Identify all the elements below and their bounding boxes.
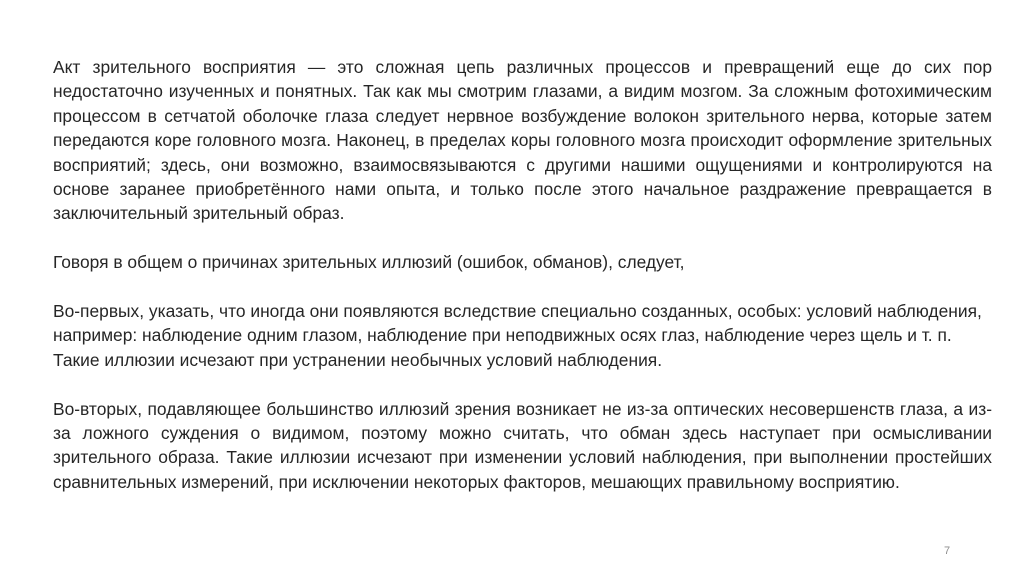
paragraph-illusion-causes-intro: Говоря в общем о причинах зрительных иллюзий (ошибок, обманов), следует,	[53, 252, 685, 273]
paragraph-first-cause: Во-первых, указать, что иногда они появляются вследствие специально созданных, особых: условий наблюдения, например: наблюдение одним глазом, наблюдение при неподвижных осях глаз, наблюдение через щель и т. п. Такие иллюзии исчезают при устранении необычных условий наблюдения.	[53, 301, 982, 370]
paragraph-second-cause: Во-вторых, подавляющее большинство иллюзий зрения возникает не из-за оптических несовершенств глаза, а из-за ложного суждения о видимом, поэтому можно считать, что обман здесь наступает при осмысливании зрительного образа. Такие иллюзии исчезают при изменении условий наблюдения, при выполнении простейших сравнительных измерений, при исключении некоторых факторов, мешающих правильному восприятию.	[53, 398, 992, 492]
paragraph-spacer	[53, 275, 992, 299]
paragraph-spacer	[53, 226, 992, 250]
slide-body-text	[53, 55, 992, 494]
paragraph-visual-perception: Акт зрительного восприятия — это сложная цепь различных процессов и превращений еще до сих пор недостаточно изученных и понятных. Так как мы смотрим глазами, а видим мозгом. За сложным фотохимическим процессом в сетчатой оболочке глаза следует нервное возбуждение волокон зрительного нерва, которые затем передаются коре головного мозга. Наконец, в пределах коры головного мозга происходит оформление зрительных восприятий; здесь, они возможно, взаимосвязываются с другими нашими ощущениями и контролируются на основе заранее приобретённого нами опыта, и только после этого начальное раздражение превращается в заключительный зрительный образ.	[53, 57, 992, 224]
page-number: 7	[943, 545, 951, 557]
paragraph-spacer	[53, 372, 992, 396]
